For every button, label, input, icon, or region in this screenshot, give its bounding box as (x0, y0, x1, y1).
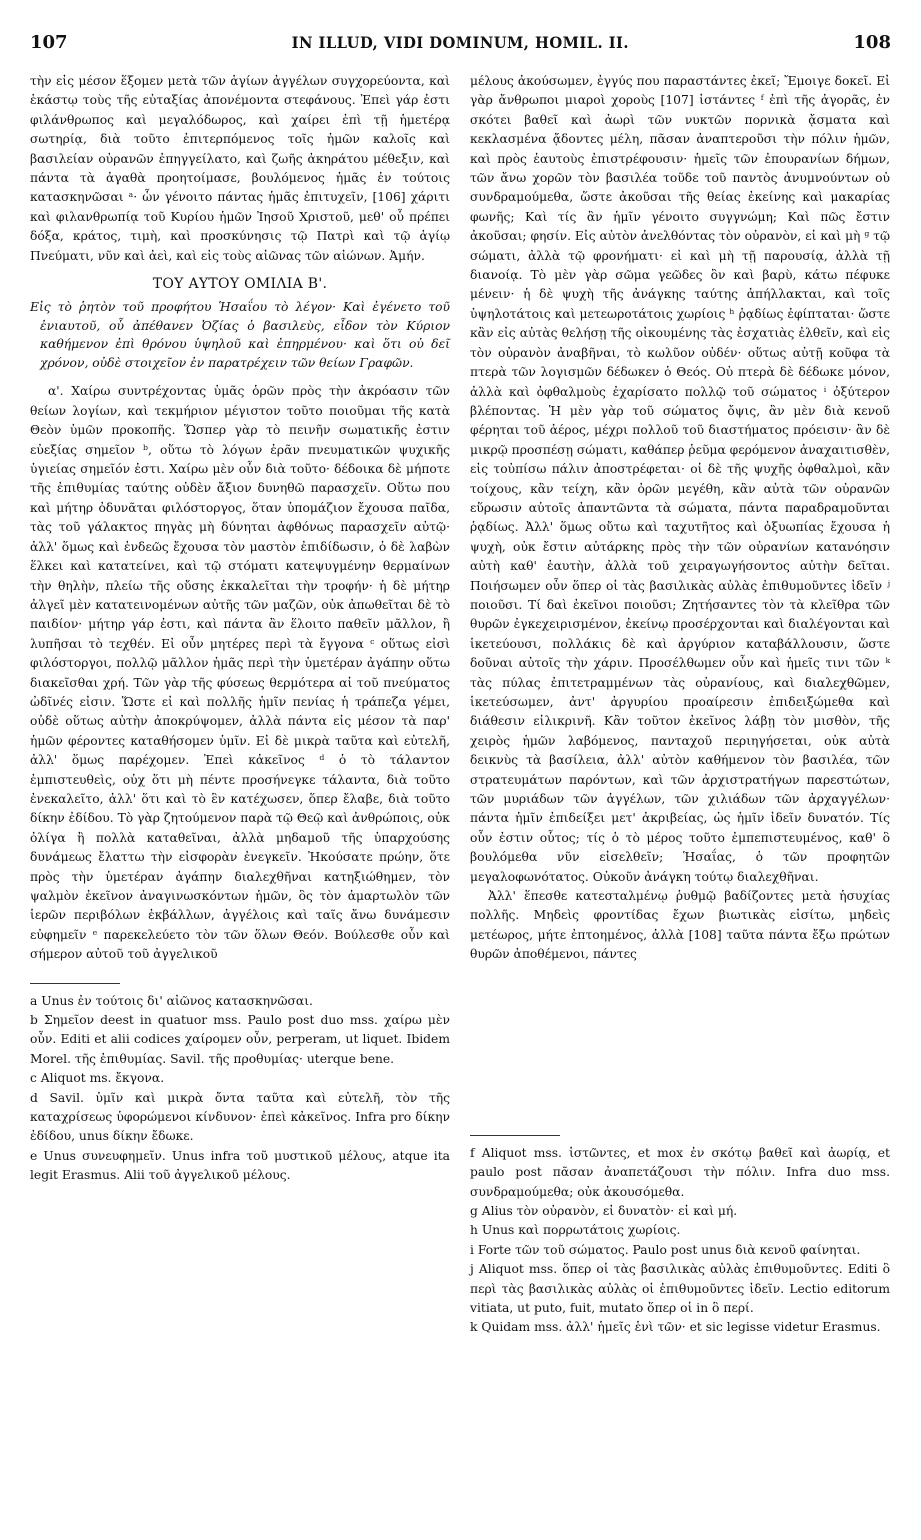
left-paragraph-2: α'. Χαίρω συντρέχοντας ὑμᾶς ὁρῶν πρὸς τὴν ἀκρόασιν τῶν θείων λογίων, καὶ τεκμήριον μέγιστον τοῦτο ποιοῦμαι τῆς κατὰ Θεὸν ὑμῶν προκοπῆς. Ὥσπερ γὰρ τὸ πεινῆν σωματικῆς ἐστιν εὐεξίας σημεῖον ᵇ, οὕτω τὸ λόγων ἐρᾶν πνευματικῶν ψυχικῆς ὑγιείας σημεῖόν ἐστι. Χαίρω μὲν οὖν διὰ τοῦτο· δέδοικα δὲ μήποτε τῆς ἐπιθυμίας ταύτης οὐδὲν ἄξιον δυνηθῶ παρασχεῖν. Οὕτω που καὶ μήτηρ ὀδυνᾶται φιλόστοργος, ὅταν ὑπομάζιον ἔχουσα παῖδα, τὰς τοῦ γάλακτος πηγὰς μὴ δύνηται ἀφθόνως παρασχεῖν αὐτῷ· ἀλλ' ὅμως καὶ ἐνδεῶς ἔχουσα τὸν μαστὸν ἐπιδίδωσιν, ὁ δὲ λαβὼν ἕλκει καὶ κατατείνει, καὶ τῷ στόματι κατεψυγμένην θερμαίνων τὴν θηλὴν, πλείω τῆς οὔσης ἐκκαλεῖται τὴν τροφήν· ἡ δὲ μήτηρ ἀλγεῖ μὲν κατατεινομένων αὐτῆς τῶν μαζῶν, οὐκ ἀπωθεῖται δὲ τὸ παιδίον· μήτηρ γάρ ἐστι, καὶ πάντα ἂν ἕλοιτο παθεῖν μᾶλλον, ἢ λυπῆσαι τὸ τεχθέν. Εἰ οὖν μητέρες περὶ τὰ ἔγγονα ᶜ οὕτως εἰσὶ φιλόστοργοι, πολλῷ μᾶλλον ἡμᾶς περὶ τὴν ὑμετέραν ἀγάπην οὕτω διακεῖσθαι χρή. Τῶν γὰρ τῆς φύσεως θερμότερα αἱ τοῦ πνεύματος ὠδῖνές εἰσιν. Ὥστε εἰ καὶ πολλῆς ἡμῖν πενίας ἡ τράπεζα γέμει, οὐδὲ οὕτως αὐτὴν ἀποκρύψομεν, ἀλλὰ πάντα εἰς μέσον τὰ παρ' ἡμῶν φέροντες καταθήσομεν ὑμῖν. Εἰ δὲ μικρὰ ταῦτα καὶ εὐτελῆ, ἀλλ' ὅμως παρέχομεν. Ἐπεὶ κἀκεῖνος ᵈ ὁ τὸ τάλαντον ἐμπιστευθεὶς, οὐχ ὅτι μὴ πέντε προσήνεγκε τάλαντα, διὰ τοῦτο ἐνεκαλεῖτο, ἀλλ' ὅτι καὶ τὸ ἓν κατέχωσεν, ὅπερ ἔλαβε, διὰ τοῦτο δίκην ἐδίδου. Τὸ γὰρ ζητούμενον παρὰ τῷ Θεῷ καὶ ἀνθρώποις, οὐκ ὀλίγα ἢ πολλὰ καταθεῖναι, ἀλλὰ μηδαμοῦ τῆς ὑπαρχούσης δυνάμεως ἔλαττω τὴν εἰσφορὰν ἐνεγκεῖν. Ἠκούσατε πρώην, ὅτε πρὸς τὴν ὑμετέραν ἀγάπην διαλεχθῆναι κατηξιώθημεν, τὸν ψαλμὸν ἐκεῖνον ἀναγινωσκόντων ἡμῶν, ὃς τὸν ἁμαρτωλὸν τῶν ἱερῶν περιβόλων ἐκβάλλων, ἀγγέλοις καὶ ταῖς ἄνω δυνάμεσιν εὐφημεῖν ᵉ παρεκελεύετο τὸν τῶν ὅλων Θεόν. Βούλεσθε οὖν καὶ σήμερον αὐτοῦ τοῦ ἀγγελικοῦ (30, 384, 450, 962)
text-columns (30, 72, 891, 1338)
left-column (30, 72, 450, 1338)
footnote-rule (30, 983, 120, 984)
footnote-rule-right (470, 1135, 560, 1136)
running-head (30, 32, 891, 64)
footnote-k: k Quidam mss. ἀλλ' ἡμεῖς ἑνὶ τῶν· et sic legisse videtur Erasmus. (470, 1320, 881, 1335)
footnote-d: d Savil. ὑμῖν καὶ μικρὰ ὄντα ταῦτα καὶ εὐτελῆ, τὸν τῆς καταχρίσεως ὑφορώμενοι κίνδυνον· ἐπεὶ κἀκεῖνος. Infra pro δίκην ἐδίδου, unus δίκην ἔδωκε. (30, 1090, 450, 1144)
footnote-a: a Unus ἐν τούτοις δι' αἰῶνος κατασκηνῶσαι. (30, 993, 313, 1008)
footnote-h: h Unus καὶ πορρωτάτοις χωρίοις. (470, 1223, 681, 1238)
left-paragraph-1: τὴν εἰς μέσον ἕξομεν μετὰ τῶν ἁγίων ἀγγέλων συγχορεύοντα, καὶ ἑκάστῳ τοὺς τῆς εὐταξίας ἀπονέμοντα στεφάνους. Ἐπεὶ γάρ ἐστι φιλάνθρωπος καὶ μεγαλόδωρος, καὶ χαίρει ἐπὶ τῇ ἡμετέρᾳ σωτηρίᾳ, διὰ τοῦτο ἐπιτερπόμενος τοῖς ἡμῶν καλοῖς καὶ βασιλείαν οὐρανῶν ἐπηγγείλατο, καὶ ζωῆς ἀκηράτου μέθεξιν, καὶ πάντα τὰ ἀγαθὰ προητοίμασε, βουλόμενος ἡμᾶς ἐν τούτοις κατασκηνῶσαι ᵃ· ὧν γένοιτο πάντας ἡμᾶς ἐπιτυχεῖν, [106] χάριτι καὶ φιλανθρωπίᾳ τοῦ Κυρίου ἡμῶν Ἰησοῦ Χριστοῦ, μεθ' οὗ πρέπει δόξα, κράτος, τιμὴ, καὶ προσκύνησις τῷ Πατρὶ καὶ τῷ ἁγίῳ Πνεύματι, νῦν καὶ ἀεὶ, καὶ εἰς τοὺς αἰῶνας τῶν αἰώνων. Ἀμήν. (30, 74, 450, 263)
right-paragraph-1: μέλους ἀκούσωμεν, ἐγγύς που παραστάντες ἐκεῖ; Ἔμοιγε δοκεῖ. Εἰ γὰρ ἄνθρωποι μιαροὶ χοροὺς [107] ἱστάντες ᶠ ἐπὶ τῆς ἀγορᾶς, ἐν σκότει βαθεῖ καὶ ἀωρὶ τῶν νυκτῶν πορνικὰ ᾄσματα καὶ κεκλασμένα ᾄδοντες μέλη, πᾶσαν ἀναπτεροῦσι τὴν πόλιν ἡμῶν, καὶ πρὸς ἑαυτοὺς ἐπιστρέφουσιν· ἡμεῖς τῶν ἐπουρανίων δήμων, τῶν ἄνω χορῶν τὸν βασιλέα τοῦδε τοῦ παντὸς ἀνυμνούντων οὐ συνδραμούμεθα, ὥστε ἀκοῦσαι τῆς θείας ἐκείνης καὶ μακαρίας φωνῆς; Καὶ τίς ἂν ἡμῖν γένοιτο συγγνώμη; Καὶ πῶς ἔστιν ἀκοῦσαι; φησίν. Εἰς αὐτὸν ἀνελθόντας τὸν οὐρανὸν, εἰ καὶ μὴ ᵍ τῷ σώματι, ἀλλὰ τῷ φρονήματι· εἰ καὶ μὴ τῇ παρουσίᾳ, ἀλλὰ τῇ διανοίᾳ. Τὸ μὲν γὰρ σῶμα γεῶδες ὂν καὶ βαρὺ, κάτω πέφυκε μένειν· ἡ δὲ ψυχὴ τῆς ἀνάγκης ταύτης ἀπήλλακται, καὶ τοῖς ὑψηλοτάτοις καὶ μετεωροτάτοις χωρίοις ʰ ῥᾳδίως ἐφίπταται· ὥστε κἂν εἰς αὐτὰς θελήσῃ τῆς οἰκουμένης τὰς ἐσχατιὰς ἐλθεῖν, καὶ εἰς τὸν οὐρανὸν ἀναβῆναι, τὸ κωλῦον οὐδέν· οὕτως αὐτῇ κοῦφα τὰ πτερὰ τῶν λογισμῶν δέδωκεν ὁ Θεός. Οὐ πτερὰ δὲ δέδωκε μόνον, ἀλλὰ καὶ ὀφθαλμοὺς ἐχαρίσατο πολλῷ τοῦ σώματος ⁱ ὀξύτερον βλέποντας. Ἡ μὲν γὰρ τοῦ σώματος ὄψις, ἂν μὲν διὰ κενοῦ φέρηται τοῦ ἀέρος, μέχρι πολλοῦ τοῦ διαστήματος πρόεισιν· ἂν δὲ μικρῷ προσπέσῃ σώματι, καθάπερ ῥεῦμα φερόμενον ἀναχαιτισθὲν, εἰς τοὐπίσω πάλιν ἀποστρέφεται· οἱ δὲ τῆς ψυχῆς ὀφθαλμοὶ, κἂν τοίχους, κἂν τείχη, κἂν ὀρῶν μεγέθη, κἂν αὐτὰ τῶν οὐρανῶν εὕρωσιν αὐτοῖς ἀπαντῶντα τὰ σώματα, πάντα παραδραμοῦνται ῥᾳδίως. Ἀλλ' ὅμως οὔτω καὶ ταχυτῆτος καὶ ὀξυωπίας ἔχουσα ἡ ψυχὴ, οὐκ ἔστιν αὐτάρκης πρὸς τὴν τῶν οὐρανίων κατανόησιν αὐτὴ καθ' ἑαυτὴν, ἀλλὰ τοῦ χειραγωγήσοντος αὐτὴν δεῖται. Ποιήσωμεν οὖν ὅπερ οἱ τὰς βασιλικὰς αὐλὰς ἐπιθυμοῦντες ἰδεῖν ʲ ποιοῦσι. Τί δαὶ ἐκεῖνοι ποιοῦσι; Ζητήσαντες τὸν τὰ κλεῖθρα τῶν θυρῶν ἐγκεχειρισμένον, ἐκείνῳ προσέρχονται καὶ διαλέγονται καὶ ἱκετεύουσι, πολλάκις δὲ καὶ ἀργύριον καταβάλλουσιν, ὥστε δοῦναι αὐτοῖς τὴν χάριν. Προσέλθωμεν οὖν καὶ ἡμεῖς τινι τῶν ᵏ τὰς πύλας ἐπιτετραμμένων τὰς οὐρανίους, καὶ διαλεχθῶμεν, ἱκετεύσωμεν, ἀντ' ἀργυρίου προαίρεσιν ἐπιδειξώμεθα καὶ διάθεσιν εἰλικρινῆ. Κἂν τοῦτον ἐκεῖνος λάβῃ τὸν μισθὸν, τῆς χειρὸς ἡμῶν λαβόμενος, πανταχοῦ περιηγήσεται, οὐκ αὐτὰ δεικνὺς τὰ βασίλεια, ἀλλ' αὐτὸν καθήμενον τὸν βασιλέα, τῶν στρατευμάτων παρόντων, καὶ τῶν ἀρχιστρατήγων παρεστώτων, τῶν μυριάδων τῶν ἀγγέλων, τῶν χιλιάδων τῶν ἀρχαγγέλων· πάντα ἡμῖν ἐπιδείξει μετ' ἀκριβείας, ὡς ἡμῖν ἰδεῖν δυνατόν. Τίς οὖν ἐστιν οὗτος; τίς ὁ τὸ μέρος τοῦτο ἐμπεπιστευμένος, καθ' ὃ βουλόμεθα νῦν εἰσελθεῖν; Ἡσαΐας, ὁ τῶν προφητῶν μεγαλοφωνότατος. Οὐκοῦν ἀνάγκη τούτῳ διαλεχθῆναι. (470, 74, 890, 884)
running-title: IN ILLUD, VIDI DOMINUM, HOMIL. II. (291, 33, 630, 52)
footnote-i: i Forte τῶν τοῦ σώματος. Paulo post unus διὰ κενοῦ φαίνηται. (470, 1242, 861, 1257)
right-column (470, 72, 890, 1338)
footnote-g: g Alius τὸν οὐρανὸν, εἰ δυνατὸν· εἰ καὶ μή. (470, 1203, 738, 1218)
footnote-f: f Aliquot mss. ἱστῶντες, et mox ἐν σκότῳ βαθεῖ καὶ ἀωρίᾳ, et paulo post πᾶσαν ἀναπετάζουσι τὴν πόλιν. Infra duo mss. συνδραμούμεθα; οὐκ ἀκουσόμεθα. (470, 1145, 890, 1199)
footnote-j: j Aliquot mss. ὅπερ οἱ τὰς βασιλικὰς αὐλὰς ἐπιθυμοῦντες. Editi ὃ περὶ τὰς βασιλικὰς αὐλὰς οἱ ἐπιθυμοῦντες ἰδεῖν. Lectio editorum vitiata, ut puto, fuit, mutato ὅπερ οἱ in ὃ περί. (470, 1262, 890, 1315)
footnote-c: c Aliquot ms. ἔκγονα. (30, 1071, 165, 1086)
footnote-e: e Unus συνευφημεῖν. Unus infra τοῦ μυστικοῦ μέλους, atque ita legit Erasmus. Alii τοῦ ἀγγελικοῦ μέλους. (30, 1148, 450, 1183)
right-paragraph-2: Ἀλλ' ἕπεσθε κατεσταλμένῳ ῥυθμῷ βαδίζοντες μετὰ ἡσυχίας πολλῆς. Μηδεὶς φροντίδας ἔχων βιωτικὰς εἰσίτω, μηδεὶς μετέωρος, μήτε ἐπτοημένος, ἀλλὰ [108] ταῦτα πάντα ἔξω πρώτων θυρῶν ἀποθέμενοι, πάντες (470, 889, 890, 962)
homily-title: ΤΟΥ ΑΥΤΟΥ ΟΜΙΛΙΑ Β'. (152, 276, 328, 293)
footnote-b: b Σημεῖον deest in quatuor mss. Paulo post duo mss. χαίρω μὲν οὖν. Editi et alii codices χαίρομεν οὖν, perperam, ut liquet. Ibidem Morel. τῆς ἐπιθυμίας. Savil. τῆς προθυμίας· uterque bene. (30, 1013, 450, 1066)
homily-argument: Εἰς τὸ ῥητὸν τοῦ προφήτου Ἡσαΐου τὸ λέγον· Καὶ ἐγένετο τοῦ ἐνιαυτοῦ, οὗ ἀπέθανεν Ὀζίας ὁ βασιλεὺς, εἶδον τὸν Κύριον καθήμενον ἐπὶ θρόνου ὑψηλοῦ καὶ ἐπηρμένου· καὶ ὅτι οὐ δεῖ χρόνον, οὐδὲ στοιχεῖον ἐν παρατρέχειν τῶν θείων Γραφῶν. (30, 300, 450, 370)
page-number-right: 108 (853, 32, 891, 53)
page-number-left: 107 (30, 32, 68, 53)
